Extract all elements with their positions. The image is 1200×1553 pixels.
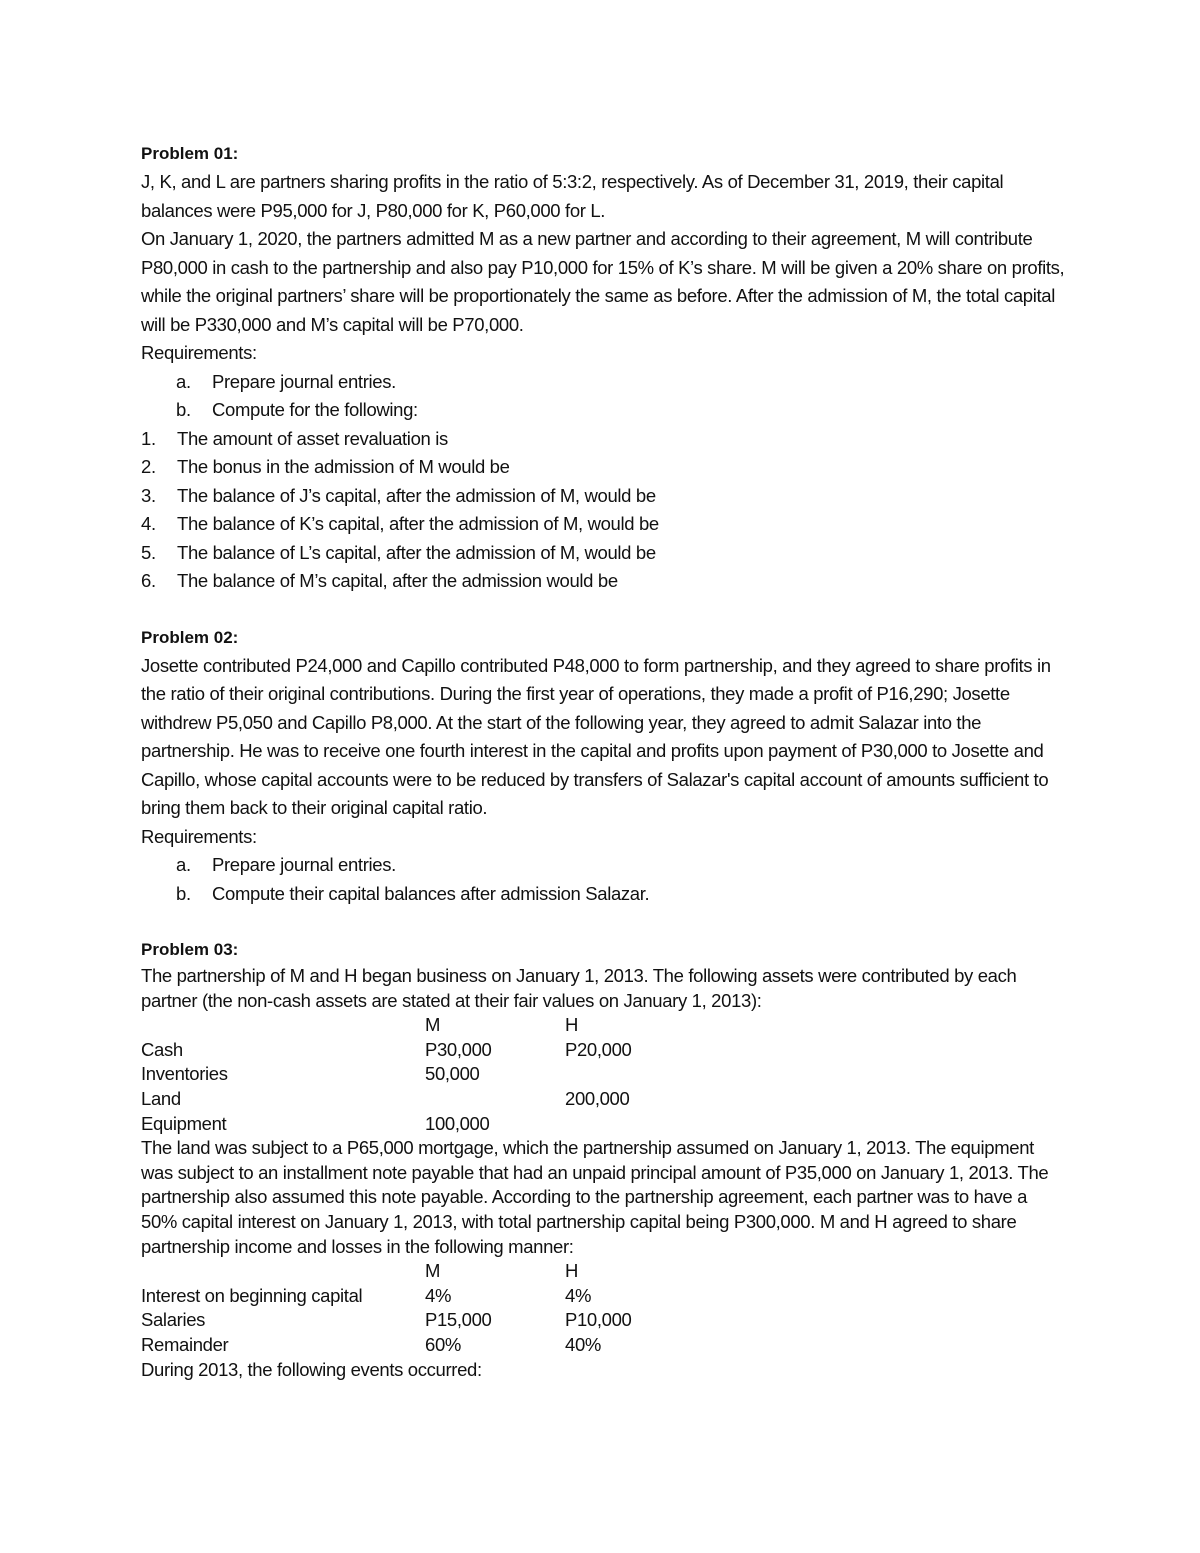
problem-02 bbox=[141, 624, 1066, 909]
problem-02-requirements-label: Requirements: bbox=[141, 825, 257, 847]
list-item: 6. The balance of M’s capital, after the admission would be bbox=[141, 570, 618, 591]
problem-03-title: Problem 03: bbox=[141, 940, 239, 959]
table-header-row: M H bbox=[425, 1014, 579, 1036]
list-item: 4. The balance of K’s capital, after the admission of M, would be bbox=[141, 513, 659, 534]
table-row: Equipment 100,000 bbox=[141, 1112, 490, 1134]
problem-01-requirements-label: Requirements: bbox=[141, 342, 257, 363]
income-sharing-table bbox=[141, 1259, 1066, 1357]
problem-02-paragraph-1: Josette contributed P24,000 and Capillo contributed P48,000 to form partnership, and they agreed to share profits in the ratio of their original contributions. During the first year of operations, they made a profit of P16,290; Josette withdrew P5,050 and Capillo P8,000. At the start of the following year, they agreed to admit Salazar into the partnership. He was to receive one fourth interest in the capital and profits upon payment of P30,000 to Josette and Capillo, whose capital accounts were to be reduced by transfers of Salazar's capital account of amounts sufficient to bring them back to their original capital ratio. bbox=[141, 654, 1051, 818]
list-item: 3. The balance of J’s capital, after the admission of M, would be bbox=[141, 484, 656, 506]
problem-02-title: Problem 02: bbox=[141, 627, 239, 647]
problem-02-requirements-list bbox=[141, 851, 1066, 908]
list-item: a. Prepare journal entries. bbox=[176, 854, 396, 875]
problem-01-requirements-list bbox=[141, 368, 1066, 425]
problem-01 bbox=[141, 140, 1066, 596]
list-item: b. Compute their capital balances after admission Salazar. bbox=[176, 882, 650, 904]
problem-03-paragraph-3: During 2013, the following events occurred: bbox=[141, 1358, 482, 1380]
contributed-assets-table bbox=[141, 1013, 1066, 1136]
problem-03 bbox=[141, 936, 1066, 1382]
section-spacer bbox=[141, 596, 1066, 624]
table-row: Land 200,000 bbox=[141, 1087, 630, 1109]
problem-01-compute-list bbox=[141, 425, 1066, 596]
table-row: Salaries P15,000 P10,000 bbox=[141, 1309, 632, 1331]
list-item: a. Prepare journal entries. bbox=[176, 370, 396, 392]
section-spacer bbox=[141, 908, 1066, 936]
table-row: Remainder 60% 40% bbox=[141, 1333, 601, 1355]
list-item: 5. The balance of L’s capital, after the admission of M, would be bbox=[141, 541, 656, 563]
problem-01-paragraph-2: On January 1, 2020, the partners admitted M as a new partner and according to their agreement, M will contribute P80,000 in cash to the partnership and also pay P10,000 for 15% of K’s share. M will be given a 20% share on profits, while the original partners’ share will be proportionately the same as before. After the admission of M, the total capital will be P330,000 and M’s capital will be P70,000. bbox=[141, 228, 1065, 335]
problem-01-paragraph-1: J, K, and L are partners sharing profits in the ratio of 5:3:2, respectively. As of December 31, 2019, their capital balances were P95,000 for J, P80,000 for K, P60,000 for L. bbox=[141, 171, 1004, 221]
table-row: Inventories 50,000 bbox=[141, 1063, 480, 1085]
problem-03-paragraph-2: The land was subject to a P65,000 mortgage, which the partnership assumed on January 1, 2013. The equipment was subject to an installment note payable that had an unpaid principal amount of P35,000 on January 1, 2013. The partnership also assumed this note payable. According to the partnership agreement, each partner was to have a 50% capital interest on January 1, 2013, with total partnership capital being P300,000. M and H agreed to share partnership income and losses in the following manner: bbox=[141, 1137, 1049, 1257]
problem-03-paragraph-1: The partnership of M and H began business on January 1, 2013. The following assets were contributed by each partner (the non-cash assets are stated at their fair values on January 1, 2013): bbox=[141, 965, 1017, 1011]
problem-01-title: Problem 01: bbox=[141, 144, 239, 163]
table-row: Cash P30,000 P20,000 bbox=[141, 1038, 632, 1060]
list-item: 1. The amount of asset revaluation is bbox=[141, 427, 448, 449]
table-header-row: M H bbox=[425, 1260, 579, 1282]
list-item: 2. The bonus in the admission of M would be bbox=[141, 456, 510, 477]
table-row: Interest on beginning capital 4% 4% bbox=[141, 1284, 592, 1306]
document-page bbox=[141, 140, 1066, 1382]
list-item: b. Compute for the following: bbox=[176, 399, 418, 420]
